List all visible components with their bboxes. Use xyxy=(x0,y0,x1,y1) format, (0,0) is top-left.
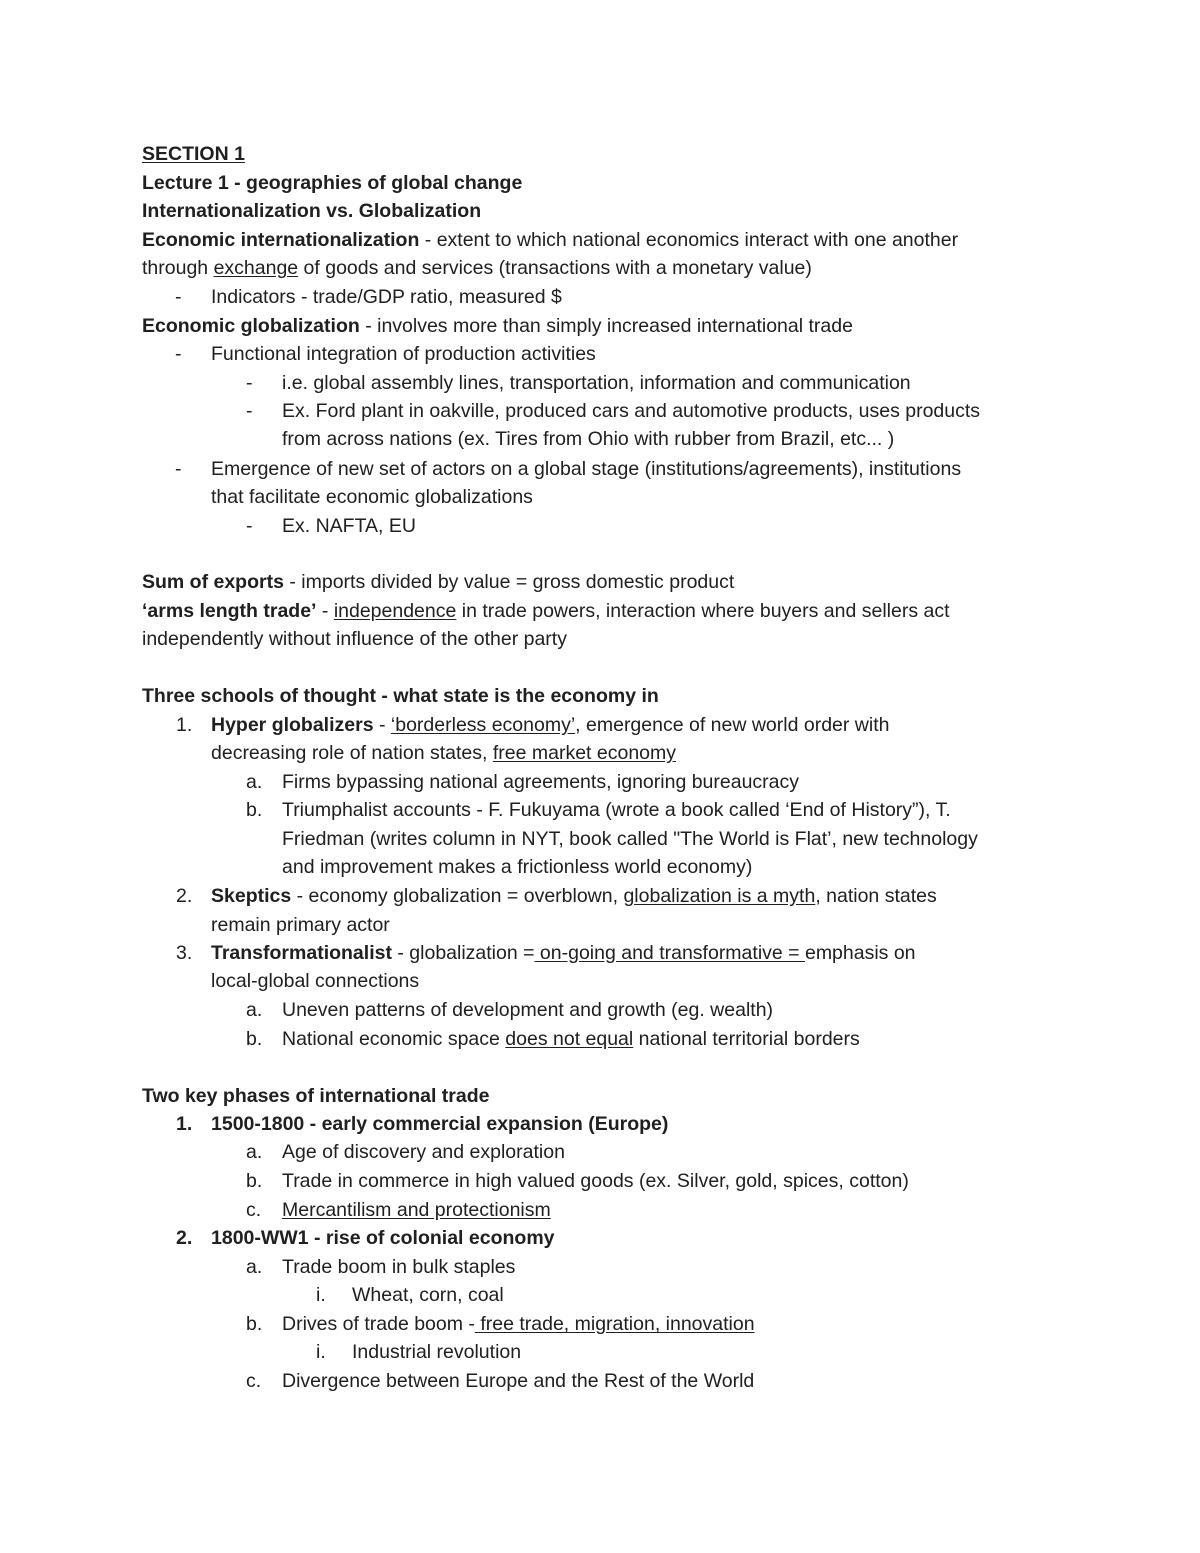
phase-2-b xyxy=(282,1310,755,1338)
bullet-marker: - xyxy=(175,343,182,365)
phase-1-a: Age of discovery and exploration xyxy=(282,1141,565,1163)
phase-2-title: 1800-WW1 - rise of colonial economy xyxy=(211,1227,555,1249)
list-letter: c. xyxy=(246,1199,262,1221)
econ-intl-def2a: through xyxy=(142,257,214,279)
econ-glob-bullet-1a: i.e. global assembly lines, transportation, information and communication xyxy=(282,372,911,394)
phase-2-c: Divergence between Europe and the Rest of the World xyxy=(282,1370,755,1392)
school-3-b-text-2: national territorial borders xyxy=(633,1028,860,1050)
list-letter: b. xyxy=(246,1170,263,1192)
list-number: 1. xyxy=(176,714,193,736)
bullet-marker: - xyxy=(246,400,253,422)
school-2-term: Skeptics xyxy=(211,885,292,907)
econ-glob-bullet-1b-cont: from across nations (ex. Tires from Ohio with rubber from Brazil, etc... ) xyxy=(282,428,895,450)
list-letter: b. xyxy=(246,799,263,821)
arms-length-line xyxy=(142,597,950,625)
phase-2-b-drivers: free trade, migration, innovation xyxy=(474,1313,755,1335)
school-3-line-2: local-global connections xyxy=(211,970,420,992)
school-3-ongoing: on-going and transformative = xyxy=(534,942,805,964)
phase-2-a-i: Wheat, corn, coal xyxy=(352,1284,504,1306)
school-1-b-cont-2: and improvement makes a frictionless world economy) xyxy=(282,856,753,878)
econ-glob-bullet-2a: Ex. NAFTA, EU xyxy=(282,515,416,537)
list-number: 3. xyxy=(176,942,193,964)
econ-intl-def2b: of goods and services (transactions with a monetary value) xyxy=(298,257,812,279)
school-1-b-cont: Friedman (writes column in NYT, book called "The World is Flat’, new technology xyxy=(282,828,978,850)
school-3-b-text: National economic space xyxy=(282,1028,506,1050)
econ-glob-bullet-2-cont: that facilitate economic globalizations xyxy=(211,486,533,508)
econ-intl-bullet: Indicators - trade/GDP ratio, measured $ xyxy=(211,286,562,308)
list-letter: b. xyxy=(246,1028,263,1050)
phase-1-title: 1500-1800 - early commercial expansion (Europe) xyxy=(211,1113,669,1135)
econ-glob-def: - involves more than simply increased international trade xyxy=(359,315,853,337)
phase-2-a: Trade boom in bulk staples xyxy=(282,1256,516,1278)
school-1-dash: - xyxy=(373,714,391,736)
econ-intl-line-2 xyxy=(142,254,812,282)
phase-1-c: Mercantilism and protectionism xyxy=(282,1199,551,1221)
econ-glob-bullet-1b: Ex. Ford plant in oakville, produced cars and automotive products, uses products xyxy=(282,400,981,422)
econ-glob-bullet-1: Functional integration of production activities xyxy=(211,343,596,365)
econ-intl-term: Economic internationalization xyxy=(142,229,420,251)
school-3-line xyxy=(211,939,916,967)
school-3-b xyxy=(282,1025,860,1053)
econ-glob-term: Economic globalization xyxy=(142,315,360,337)
subtitle: Internationalization vs. Globalization xyxy=(142,200,482,222)
school-1-b: Triumphalist accounts - F. Fukuyama (wrote a book called ‘End of History”), T. xyxy=(282,799,951,821)
list-letter: a. xyxy=(246,1141,263,1163)
list-number: 2. xyxy=(176,1227,193,1249)
list-number: 2. xyxy=(176,885,193,907)
phase-2-b-text: Drives of trade boom - xyxy=(282,1313,475,1335)
school-3-text: - globalization = xyxy=(391,942,535,964)
school-1-free-market: free market economy xyxy=(492,742,676,764)
sum-exports-def: - imports divided by value = gross domestic product xyxy=(283,571,735,593)
phases-heading: Two key phases of international trade xyxy=(142,1085,490,1107)
school-2-myth: globalization is a myth xyxy=(623,885,816,907)
arms-length-independence: independence xyxy=(333,600,457,622)
bullet-marker: - xyxy=(246,372,253,394)
econ-glob-bullet-2: Emergence of new set of actors on a global stage (institutions/agreements), institutions xyxy=(211,458,962,480)
phase-2-b-i: Industrial revolution xyxy=(352,1341,522,1363)
econ-intl-line xyxy=(142,226,958,254)
section-title: SECTION 1 xyxy=(142,143,245,165)
school-3-term: Transformationalist xyxy=(211,942,392,964)
list-letter: a. xyxy=(246,771,263,793)
school-1-borderless: ‘borderless economy’ xyxy=(390,714,576,736)
school-1-line xyxy=(211,711,890,739)
list-roman: i. xyxy=(316,1341,326,1363)
arms-length-def: in trade powers, interaction where buyers and sellers act xyxy=(456,600,950,622)
econ-glob-line xyxy=(142,312,853,340)
arms-length-dash: - xyxy=(316,600,334,622)
list-letter: a. xyxy=(246,1256,263,1278)
econ-intl-def: - extent to which national economics interact with one another xyxy=(419,229,959,251)
econ-intl-exchange: exchange xyxy=(213,257,299,279)
school-2-text: - economy globalization = overblown, xyxy=(291,885,624,907)
bullet-marker: - xyxy=(246,515,253,537)
school-1-term: Hyper globalizers xyxy=(211,714,374,736)
list-number: 1. xyxy=(176,1113,193,1135)
list-letter: c. xyxy=(246,1370,262,1392)
phase-1-b: Trade in commerce in high valued goods (ex. Silver, gold, spices, cotton) xyxy=(282,1170,909,1192)
school-2-text-b: , nation states xyxy=(815,885,937,907)
arms-length-term: ‘arms length trade’ xyxy=(142,600,317,622)
school-1-text: , emergence of new world order with xyxy=(575,714,890,736)
list-roman: i. xyxy=(316,1284,326,1306)
school-2-line-2: remain primary actor xyxy=(211,914,390,936)
schools-heading: Three schools of thought - what state is the economy in xyxy=(142,685,659,707)
lecture-title: Lecture 1 - geographies of global change xyxy=(142,172,523,194)
bullet-marker: - xyxy=(175,458,182,480)
school-3-a: Uneven patterns of development and growth (eg. wealth) xyxy=(282,999,774,1021)
school-3-b-not-equal: does not equal xyxy=(505,1028,634,1050)
list-letter: a. xyxy=(246,999,263,1021)
arms-length-line-2: independently without influence of the other party xyxy=(142,628,567,650)
school-1-text-2: decreasing role of nation states, xyxy=(211,742,493,764)
school-3-text-b: emphasis on xyxy=(804,942,916,964)
school-1-a: Firms bypassing national agreements, ignoring bureaucracy xyxy=(282,771,800,793)
sum-exports-term: Sum of exports xyxy=(142,571,284,593)
school-2-line xyxy=(211,882,937,910)
sum-exports-line xyxy=(142,568,734,596)
bullet-marker: - xyxy=(175,286,182,308)
school-1-line-2 xyxy=(211,739,676,767)
list-letter: b. xyxy=(246,1313,263,1335)
